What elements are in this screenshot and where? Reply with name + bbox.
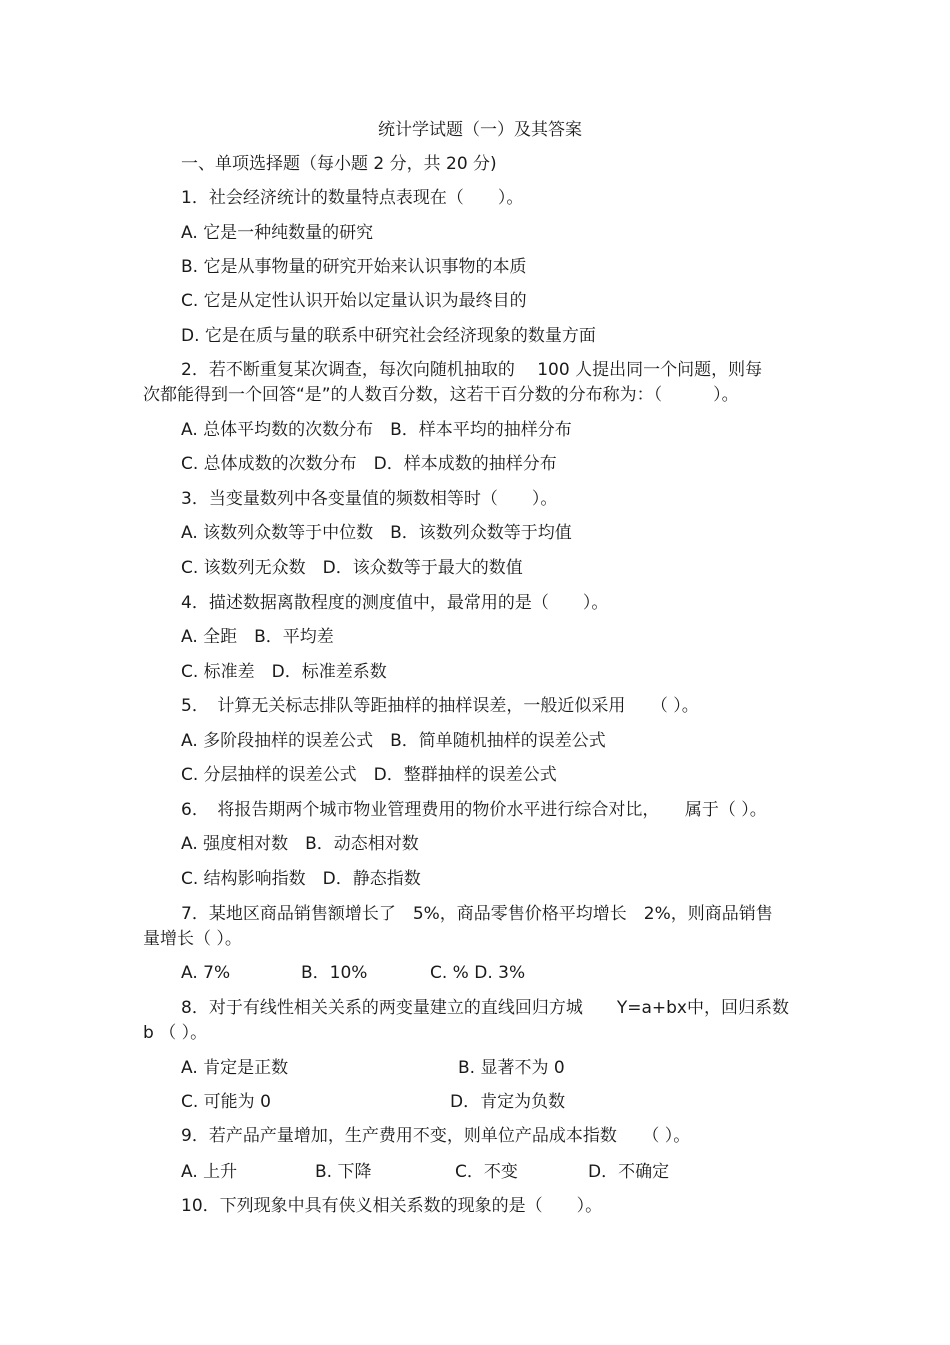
question-8-option-a: A. 肯定是正数 — [181, 1058, 289, 1078]
section-heading: 一、单项选择题（每小题 2 分，共 20 分) — [181, 154, 497, 174]
page-title: 统计学试题（一）及其答案 — [378, 120, 582, 140]
question-7-stem-line-1: 7．某地区商品销售额增长了 5%，商品零售价格平均增长 2%，则商品销售 — [181, 904, 773, 924]
question-6-options-cd: C. 结构影响指数 D．静态指数 — [181, 869, 421, 889]
question-2-options-ab: A. 总体平均数的次数分布 B．样本平均的抽样分布 — [181, 420, 572, 440]
question-4-stem: 4．描述数据离散程度的测度值中，最常用的是（ ）。 — [181, 593, 609, 613]
question-6-options-ab: A. 强度相对数 B．动态相对数 — [181, 834, 419, 854]
question-5-options-cd: C. 分层抽样的误差公式 D．整群抽样的误差公式 — [181, 765, 557, 785]
question-8-stem-line-2: b （ ）。 — [143, 1023, 208, 1043]
question-2-stem-line-2: 次都能得到一个回答“是”的人数百分数，这若干百分数的分布称为：（ ）。 — [143, 385, 739, 405]
question-7-option-a: A. 7% — [181, 963, 231, 983]
question-7-stem-line-2: 量增长（ ）。 — [143, 929, 242, 949]
question-8-option-b: B. 显著不为 0 — [458, 1058, 565, 1078]
question-9-option-c: C．不变 — [455, 1162, 518, 1182]
question-4-options-cd: C. 标准差 D．标准差系数 — [181, 662, 387, 682]
question-10-stem: 10．下列现象中具有侠义相关系数的现象的是（ ）。 — [181, 1196, 603, 1216]
question-2-options-cd: C. 总体成数的次数分布 D．样本成数的抽样分布 — [181, 454, 557, 474]
question-3-stem: 3．当变量数列中各变量值的频数相等时（ ）。 — [181, 489, 558, 509]
question-1-option-b: B. 它是从事物量的研究开始来认识事物的本质 — [181, 257, 527, 277]
question-7-option-b: B．10% — [301, 963, 368, 983]
question-2-stem-line-1: 2．若不断重复某次调查，每次向随机抽取的 100 人提出同一个问题，则每 — [181, 360, 763, 380]
question-9-option-b: B. 下降 — [315, 1162, 372, 1182]
question-5-stem: 5． 计算无关标志排队等距抽样的抽样误差，一般近似采用 （ ）。 — [181, 696, 699, 716]
question-3-options-cd: C. 该数列无众数 D．该众数等于最大的数值 — [181, 558, 523, 578]
question-3-options-ab: A. 该数列众数等于中位数 B．该数列众数等于均值 — [181, 523, 572, 543]
question-1-option-a: A. 它是一种纯数量的研究 — [181, 223, 374, 243]
question-1-option-d: D. 它是在质与量的联系中研究社会经济现象的数量方面 — [181, 326, 596, 346]
question-8-stem-line-1: 8．对于有线性相关关系的两变量建立的直线回归方城 Y=a+bx中，回归系数 — [181, 998, 789, 1018]
question-8-option-d: D．肯定为负数 — [450, 1092, 566, 1112]
question-4-options-ab: A. 全距 B．平均差 — [181, 627, 334, 647]
question-5-options-ab: A. 多阶段抽样的误差公式 B．简单随机抽样的误差公式 — [181, 731, 606, 751]
question-6-stem: 6． 将报告期两个城市物业管理费用的物价水平进行综合对比， 属于（ ）。 — [181, 800, 767, 820]
question-9-option-a: A. 上升 — [181, 1162, 238, 1182]
question-9-stem: 9．若产品产量增加，生产费用不变，则单位产品成本指数 （ ）。 — [181, 1126, 691, 1146]
question-8-option-c: C. 可能为 0 — [181, 1092, 271, 1112]
question-1-option-c: C. 它是从定性认识开始以定量认识为最终目的 — [181, 291, 527, 311]
question-9-option-d: D．不确定 — [588, 1162, 670, 1182]
question-1-stem: 1．社会经济统计的数量特点表现在（ ）。 — [181, 188, 524, 208]
question-7-options-cd: C. % D. 3% — [430, 963, 526, 983]
